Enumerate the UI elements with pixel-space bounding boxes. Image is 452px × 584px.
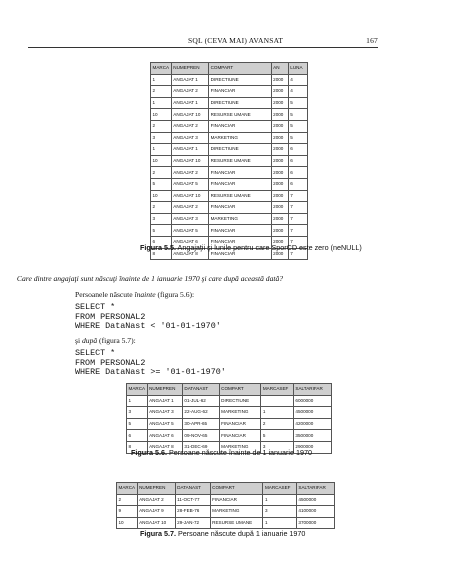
table-cell: 11-OCT-77 — [175, 494, 210, 506]
table-cell: 7 — [288, 202, 307, 214]
table-cell: 5 — [288, 97, 307, 109]
table-cell: FINANCIAR — [209, 202, 272, 214]
table-cell: MARKETING — [210, 506, 263, 518]
table-cell: 4 — [288, 86, 307, 98]
table-cell: 6 — [127, 430, 148, 442]
caption-label: Figura 5.7. — [140, 529, 176, 538]
table-header-row — [127, 384, 332, 396]
table-cell: 2000 — [271, 213, 288, 225]
table-cell: ANGAJAT 1 — [171, 74, 208, 86]
table-cell: 2000 — [271, 97, 288, 109]
table-row — [117, 494, 335, 506]
table-row — [151, 167, 308, 179]
column-header: LUNA — [288, 63, 307, 75]
table-cell: DIRECTIUNE — [209, 74, 272, 86]
table-cell: 2900000 — [293, 441, 331, 453]
table-cell: 2000 — [271, 167, 288, 179]
table-cell: 10 — [151, 190, 172, 202]
table-row — [151, 132, 308, 144]
table-cell: 6 — [288, 178, 307, 190]
table-cell: ANGAJAT 2 — [171, 167, 208, 179]
table-cell: ANGAJAT 10 — [171, 190, 208, 202]
table-cell: ANGAJAT 6 — [147, 430, 182, 442]
column-header: COMPART — [219, 384, 261, 396]
table-cell: FINANCIAR — [219, 418, 261, 430]
table-cell: ANGAJAT 1 — [171, 97, 208, 109]
table-cell: 2 — [151, 120, 172, 132]
table-cell: 6 — [288, 167, 307, 179]
table-cell: FINANCIAR — [210, 494, 263, 506]
running-title: SQL (CEVA MAI) AVANSAT — [188, 36, 284, 45]
table-cell: 7 — [288, 236, 307, 248]
table-cell: ANGAJAT 5 — [171, 225, 208, 237]
table-cell: ANGAJAT 6 — [171, 236, 208, 248]
table-cell: 28-FEB-76 — [175, 506, 210, 518]
intro-after-prefix: şi — [75, 336, 82, 345]
table-row — [151, 74, 308, 86]
figure-5-5-caption — [140, 243, 362, 252]
table-cell: 3 — [263, 506, 296, 518]
table-cell: ANGAJAT 3 — [147, 407, 182, 419]
table-cell: 5 — [261, 430, 294, 442]
table-cell: 29-JAN-72 — [175, 517, 210, 529]
table-cell: FINANCIAR — [209, 167, 272, 179]
table-cell — [261, 395, 294, 407]
table-cell: ANGAJAT 8 — [171, 248, 208, 260]
table-cell: ANGAJAT 3 — [171, 213, 208, 225]
table-cell: 5 — [151, 178, 172, 190]
table-cell: 2 — [151, 167, 172, 179]
table-row — [151, 202, 308, 214]
table-row — [151, 109, 308, 121]
table-cell: 7 — [288, 248, 307, 260]
table-cell: 3 — [261, 441, 294, 453]
column-header: MARCASEF — [263, 483, 296, 495]
table-row — [117, 506, 335, 518]
table-cell: 22-AUG-62 — [182, 407, 219, 419]
table-cell: 31-DEC-69 — [182, 441, 219, 453]
table-cell: 6 — [151, 236, 172, 248]
figure-5-6-table — [126, 383, 332, 454]
table-cell: 3700000 — [296, 517, 334, 529]
table-cell: RESURSE UMANE — [209, 190, 272, 202]
intro-before-prefix: Persoanele născute — [75, 290, 135, 299]
intro-after — [75, 336, 136, 345]
table-row — [151, 213, 308, 225]
table-cell: 09-NOV-65 — [182, 430, 219, 442]
table-row — [127, 430, 332, 442]
figure-5-5-table — [150, 62, 308, 260]
table-cell: FINANCIAR — [209, 86, 272, 98]
caption-label: Figura 5.5. — [140, 243, 176, 252]
table-row — [151, 97, 308, 109]
table-cell: RESURSE UMANE — [209, 155, 272, 167]
table-cell: 4500000 — [293, 407, 331, 419]
table-cell: 1 — [263, 494, 296, 506]
table-cell: 1 — [151, 74, 172, 86]
column-header: NUMEPREN — [171, 63, 208, 75]
table-cell: DIRECTIUNE — [219, 395, 261, 407]
table-cell: 6 — [288, 144, 307, 156]
table-cell: 2000 — [271, 178, 288, 190]
table-cell: ANGAJAT 2 — [171, 202, 208, 214]
table-row — [151, 120, 308, 132]
table-cell: FINANCIAR — [209, 225, 272, 237]
column-header: NUMEPREN — [137, 483, 175, 495]
header-rule — [28, 47, 378, 48]
table-cell: 7 — [288, 213, 307, 225]
table-cell: 5 — [288, 120, 307, 132]
table-cell: RESURSE UMANE — [210, 517, 263, 529]
table-cell: 5 — [151, 225, 172, 237]
column-header: MARCASEF — [261, 384, 294, 396]
table-row — [127, 418, 332, 430]
table-cell: 1 — [127, 395, 148, 407]
table-cell: 2 — [151, 86, 172, 98]
table-cell: 1 — [151, 97, 172, 109]
column-header: MARCA — [127, 384, 148, 396]
table-cell: 9 — [117, 506, 138, 518]
table-cell: 6000000 — [293, 395, 331, 407]
table-cell: ANGAJAT 2 — [171, 120, 208, 132]
table-cell: ANGAJAT 5 — [171, 178, 208, 190]
table-cell: 30-APR-65 — [182, 418, 219, 430]
intro-after-emphasis: după — [81, 336, 98, 345]
table-row — [127, 407, 332, 419]
table-cell: 6 — [288, 155, 307, 167]
table-cell: 4 — [288, 74, 307, 86]
table-cell: 2000 — [271, 86, 288, 98]
table-cell: 1 — [151, 144, 172, 156]
table-cell: FINANCIAR — [209, 236, 272, 248]
table-cell: ANGAJAT 3 — [171, 132, 208, 144]
table-cell: DIRECTIUNE — [209, 144, 272, 156]
table-row — [151, 86, 308, 98]
table-cell: 2000 — [271, 155, 288, 167]
column-header: SALTARIFAR — [296, 483, 334, 495]
table-cell: 2 — [117, 494, 138, 506]
column-header: MARCA — [117, 483, 138, 495]
table-cell: 8 — [151, 248, 172, 260]
table-row — [151, 144, 308, 156]
table-cell: ANGAJAT 1 — [147, 395, 182, 407]
table-cell: 2000 — [271, 144, 288, 156]
sql-query-after: SELECT * FROM PERSONAL2 WHERE DataNast >= '01-01-1970' — [75, 348, 226, 378]
table-cell: 2000 — [271, 236, 288, 248]
table-cell: MARKETING — [219, 407, 261, 419]
table-cell: ANGAJAT 5 — [147, 418, 182, 430]
table-row — [151, 225, 308, 237]
table-cell: 1 — [263, 517, 296, 529]
table-cell: 2000 — [271, 109, 288, 121]
table-cell: ANGAJAT 1 — [171, 144, 208, 156]
column-header: AN — [271, 63, 288, 75]
page-number: 167 — [366, 36, 378, 45]
table-cell: 4100000 — [296, 506, 334, 518]
table-row — [127, 395, 332, 407]
table-cell: 5 — [127, 418, 148, 430]
column-header: DATANAST — [175, 483, 210, 495]
table-cell: MARKETING — [209, 213, 272, 225]
table-row — [117, 517, 335, 529]
table-cell: 2000 — [271, 225, 288, 237]
table-cell: ANGAJAT 9 — [137, 506, 175, 518]
table-cell: ANGAJAT 10 — [137, 517, 175, 529]
table-cell: 5 — [288, 132, 307, 144]
table-cell: 5 — [288, 109, 307, 121]
intro-before-suffix: (figura 5.6): — [155, 290, 195, 299]
table-cell: 3500000 — [293, 430, 331, 442]
caption-text: Angajaţii şi lunile pentru care SporCD este zero (neNULL) — [175, 243, 362, 252]
table-cell: FINANCIAR — [209, 178, 272, 190]
table-cell: 4500000 — [296, 494, 334, 506]
table-cell: ANGAJAT 10 — [171, 109, 208, 121]
question-text: Care dintre angajaţi sunt născuţi înainte de 1 ianuarie 1970 şi care după această dată? — [16, 274, 284, 283]
column-header: DATANAST — [182, 384, 219, 396]
table-cell: 2 — [261, 418, 294, 430]
table-cell: 2000 — [271, 74, 288, 86]
table-cell: 3 — [127, 407, 148, 419]
table-cell: 3 — [151, 132, 172, 144]
figure-5-7-caption — [140, 529, 305, 538]
table-cell: 10 — [151, 155, 172, 167]
column-header: MARCA — [151, 63, 172, 75]
sql-query-before: SELECT * FROM PERSONAL2 WHERE DataNast < '01-01-1970' — [75, 302, 221, 332]
table-cell: 2000 — [271, 202, 288, 214]
caption-text: Persoane născute înainte de 1 ianuarie 1970 — [166, 448, 313, 457]
table-cell: DIRECTIUNE — [209, 97, 272, 109]
caption-label: Figura 5.6. — [131, 448, 167, 457]
table-cell: 7 — [288, 225, 307, 237]
table-cell: ANGAJAT 2 — [171, 86, 208, 98]
intro-before-emphasis: înainte — [134, 290, 156, 299]
table-header-row — [117, 483, 335, 495]
table-cell: FINANCIAR — [219, 430, 261, 442]
table-cell: 3 — [151, 213, 172, 225]
table-cell: MARKETING — [219, 441, 261, 453]
table-cell: MARKETING — [209, 132, 272, 144]
table-cell: ANGAJAT 10 — [171, 155, 208, 167]
table-cell: 2000 — [271, 132, 288, 144]
table-cell: FINANCIAR — [209, 248, 272, 260]
table-cell: 8 — [127, 441, 148, 453]
figure-5-6-caption — [131, 448, 312, 457]
table-cell: 01-JUL-62 — [182, 395, 219, 407]
table-cell: ANGAJAT 2 — [137, 494, 175, 506]
table-header-row — [151, 63, 308, 75]
table-cell: 2000 — [271, 248, 288, 260]
table-cell: 2000 — [271, 190, 288, 202]
figure-5-7-table — [116, 482, 335, 529]
table-cell: FINANCIAR — [209, 120, 272, 132]
table-cell: 10 — [117, 517, 138, 529]
column-header: NUMEPREN — [147, 384, 182, 396]
table-cell: 2000 — [271, 120, 288, 132]
intro-before — [75, 290, 194, 299]
table-cell: RESURSE UMANE — [209, 109, 272, 121]
column-header: SALTARIFAR — [293, 384, 331, 396]
table-cell: 7 — [288, 190, 307, 202]
table-cell: 4200000 — [293, 418, 331, 430]
caption-text: Persoane născute după 1 ianuarie 1970 — [175, 529, 306, 538]
table-cell: ANGAJAT 8 — [147, 441, 182, 453]
intro-after-suffix: (figura 5.7): — [97, 336, 136, 345]
column-header: COMPART — [209, 63, 272, 75]
table-cell: 1 — [261, 407, 294, 419]
table-cell: 2 — [151, 202, 172, 214]
column-header: COMPART — [210, 483, 263, 495]
table-row — [151, 178, 308, 190]
table-row — [151, 155, 308, 167]
table-cell: 10 — [151, 109, 172, 121]
table-row — [151, 190, 308, 202]
